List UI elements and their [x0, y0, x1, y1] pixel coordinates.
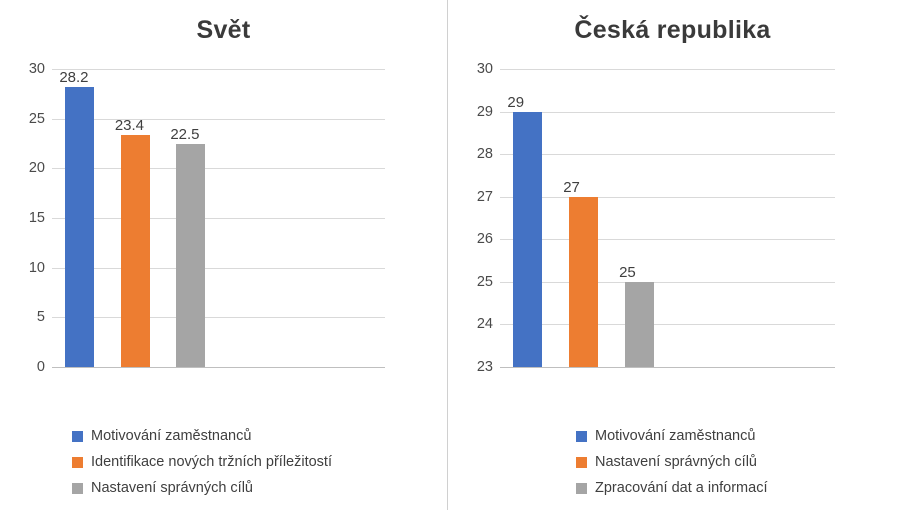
bar	[114, 116, 150, 367]
y-axis-tick-label: 29	[476, 103, 493, 120]
legend-swatch-icon	[576, 483, 587, 494]
y-axis-tick-label: 15	[28, 210, 45, 226]
y-axis-tick-label: 28	[476, 146, 493, 163]
legend-item[interactable]	[72, 480, 253, 496]
bar	[170, 125, 205, 368]
plot-wrap-svet	[0, 59, 447, 379]
y-axis-tick-label: 30	[476, 61, 493, 77]
bar-data-label: 28.2	[59, 68, 89, 86]
bar	[507, 93, 542, 367]
x-axis-line	[476, 359, 835, 375]
legend-swatch-icon	[576, 457, 587, 468]
x-axis-line	[36, 359, 385, 375]
plot-area-svet	[28, 61, 385, 375]
legend-item[interactable]	[576, 454, 757, 470]
legend-item[interactable]	[72, 428, 251, 444]
y-axis-tick-label: 27	[476, 188, 493, 205]
y-axis-tick-label: 5	[36, 309, 45, 326]
y-axis-tick-label: 20	[28, 160, 45, 177]
legend-label: Nastavení správných cílů	[595, 454, 757, 470]
chart-title-ceska-republika: Česká republika	[574, 16, 771, 44]
legend-ceska-republika	[448, 428, 897, 496]
y-axis-tick-label: 26	[476, 231, 493, 248]
y-axis-tick-label: 0	[36, 359, 45, 375]
legend-label: Motivování zaměstnanců	[595, 428, 756, 444]
bar	[59, 68, 94, 367]
bar-group	[52, 69, 385, 367]
y-axis-tick-label: 30	[28, 61, 45, 77]
legend-label: Zpracování dat a informací	[595, 480, 768, 496]
chart-panel-svet	[0, 0, 448, 510]
bar-data-label: 29	[507, 93, 525, 111]
legend-swatch-icon	[72, 431, 83, 442]
legend-svet	[0, 428, 447, 496]
bar-data-label: 23.4	[114, 116, 145, 134]
y-axis-tick-label: 25	[476, 273, 493, 290]
legend-swatch-icon	[72, 457, 83, 468]
bar	[619, 263, 654, 367]
bar-data-label: 27	[563, 178, 580, 196]
y-axis-tick-label: 24	[476, 316, 493, 333]
legend-item[interactable]	[576, 480, 767, 496]
bar-data-label: 25	[619, 263, 636, 281]
legend-label: Motivování zaměstnanců	[91, 428, 252, 444]
chart-title-svet: Svět	[196, 16, 251, 44]
y-axis-tick-label: 10	[28, 259, 45, 276]
y-axis-tick-label: 25	[28, 110, 45, 127]
legend-item[interactable]	[72, 454, 332, 470]
legend-label: Nastavení správných cílů	[91, 480, 253, 496]
bar-data-label: 22.5	[170, 125, 200, 143]
bar	[563, 178, 598, 367]
plot-area-ceska-republika	[476, 61, 835, 375]
bar-group	[500, 69, 835, 367]
legend-swatch-icon	[576, 431, 587, 442]
legend-label: Identifikace nových tržních příležitostí	[91, 454, 332, 470]
y-axis-tick-label: 23	[476, 359, 493, 375]
legend-item[interactable]	[576, 428, 755, 444]
plot-wrap-ceska-republika	[448, 59, 897, 379]
legend-swatch-icon	[72, 483, 83, 494]
chart-panel-ceska-republika	[448, 0, 897, 510]
